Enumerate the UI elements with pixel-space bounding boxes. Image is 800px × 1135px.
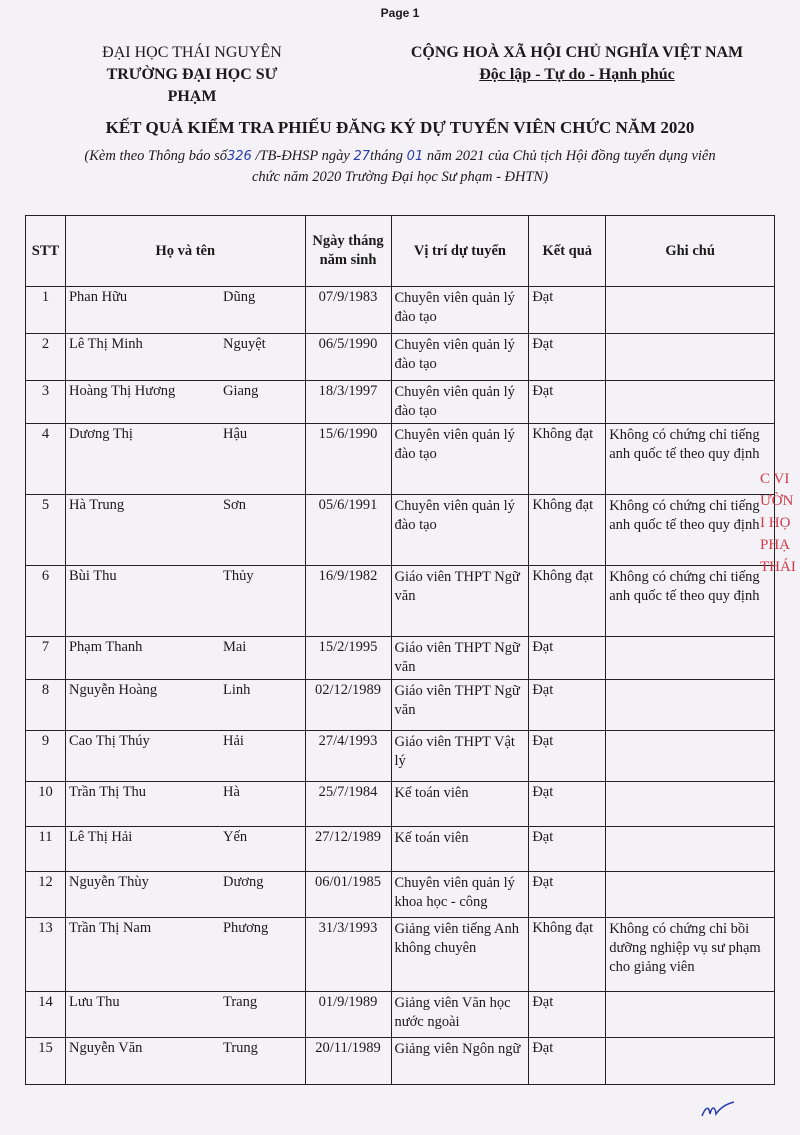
cell-dob: 06/01/1985 (305, 872, 391, 918)
cell-result: Đạt (529, 992, 606, 1038)
table-row (26, 424, 775, 495)
stamp-text: THÁI (760, 559, 796, 575)
cell-result: Không đạt (529, 566, 606, 637)
table-row (26, 334, 775, 381)
cell-surname: Lê Thị Minh (68, 336, 143, 352)
page-label: Page 1 (380, 6, 420, 20)
cell-note (606, 872, 775, 918)
cell-position: Chuyên viên quản lý khoa học - công (391, 872, 529, 918)
cell-dob: 01/9/1989 (305, 992, 391, 1038)
table-row (26, 992, 775, 1038)
table-row (26, 918, 775, 992)
cell-position: Chuyên viên quản lý đào tạo (391, 334, 529, 381)
table-row (26, 782, 775, 827)
cell-name (65, 424, 305, 495)
cell-name (65, 566, 305, 637)
table-row (26, 872, 775, 918)
cell-note (606, 334, 775, 381)
document-subtitle (25, 146, 775, 188)
cell-given-name: Giang (222, 383, 259, 399)
cell-name (65, 918, 305, 992)
cell-note (606, 827, 775, 872)
header-dob: Ngày tháng năm sinh (305, 216, 391, 287)
cell-stt: 12 (26, 872, 66, 918)
header-result: Kết quả (529, 216, 606, 287)
cell-dob: 07/9/1983 (305, 287, 391, 334)
cell-note (606, 287, 775, 334)
cell-name (65, 334, 305, 381)
stamp-text: C VI (760, 471, 790, 487)
cell-surname: Dương Thị (68, 426, 133, 442)
cell-surname: Trần Thị Nam (68, 920, 152, 936)
cell-given-name: Phương (222, 920, 269, 936)
header-note: Ghi chú (606, 216, 775, 287)
cell-note (606, 992, 775, 1038)
table-row (26, 637, 775, 680)
cell-name (65, 731, 305, 782)
cell-stt: 15 (26, 1038, 66, 1085)
cell-given-name: Linh (222, 682, 251, 698)
cell-position: Kế toán viên (391, 827, 529, 872)
cell-position: Chuyên viên quản lý đào tạo (391, 424, 529, 495)
cell-stt: 13 (26, 918, 66, 992)
cell-surname: Nguyễn Thùy (68, 874, 149, 890)
cell-dob: 16/9/1982 (305, 566, 391, 637)
header-stt: STT (26, 216, 66, 287)
results-table (25, 215, 775, 1085)
cell-name (65, 495, 305, 566)
cell-dob: 27/4/1993 (305, 731, 391, 782)
cell-note (606, 782, 775, 827)
subtitle-line2: chức năm 2020 Trường Đại học Sư phạm - ĐHTN) (251, 169, 549, 185)
cell-dob: 15/6/1990 (305, 424, 391, 495)
handwritten-day: 27 (353, 149, 371, 164)
header-left (92, 42, 292, 108)
cell-result: Đạt (529, 334, 606, 381)
cell-note: Không có chứng chỉ bồi dưỡng nghiệp vụ sư phạm cho giảng viên (606, 918, 775, 992)
cell-note (606, 680, 775, 731)
cell-position: Giáo viên THPT Vật lý (391, 731, 529, 782)
cell-note (606, 637, 775, 680)
table-header-row (26, 216, 775, 287)
cell-given-name: Dũng (222, 289, 256, 305)
cell-surname: Bùi Thu (68, 568, 117, 584)
cell-name (65, 287, 305, 334)
stamp-text: PHẠ (760, 537, 791, 553)
cell-surname: Phạm Thanh (68, 639, 143, 655)
cell-given-name: Hậu (222, 426, 248, 442)
cell-name (65, 992, 305, 1038)
cell-name (65, 680, 305, 731)
cell-dob: 31/3/1993 (305, 918, 391, 992)
cell-position: Giảng viên Ngôn ngữ (391, 1038, 529, 1085)
cell-surname: Nguyễn Văn (68, 1040, 143, 1056)
cell-surname: Phan Hữu (68, 289, 128, 305)
cell-result: Đạt (529, 680, 606, 731)
cell-position: Giảng viên tiếng Anh không chuyên (391, 918, 529, 992)
cell-position: Chuyên viên quản lý đào tạo (391, 495, 529, 566)
cell-stt: 2 (26, 334, 66, 381)
cell-stt: 10 (26, 782, 66, 827)
document-title: KẾT QUẢ KIỂM TRA PHIẾU ĐĂNG KÝ DỰ TUYỂN VIÊN CHỨC NĂM 2020 (105, 118, 695, 137)
stamp-text: I HỌ (760, 515, 791, 531)
subtitle-part3: tháng (370, 148, 404, 164)
table-row (26, 680, 775, 731)
cell-position: Giảng viên Văn học nước ngoài (391, 992, 529, 1038)
cell-given-name: Mai (222, 639, 247, 655)
cell-dob: 25/7/1984 (305, 782, 391, 827)
header-right-line2: Độc lập - Tự do - Hạnh phúc (479, 66, 675, 83)
cell-name (65, 782, 305, 827)
cell-note (606, 1038, 775, 1085)
cell-surname: Hoàng Thị Hương (68, 383, 176, 399)
cell-note: Không có chứng chỉ tiếng anh quốc tế theo quy định (606, 424, 775, 495)
cell-position: Giáo viên THPT Ngữ văn (391, 680, 529, 731)
cell-stt: 5 (26, 495, 66, 566)
cell-position: Giáo viên THPT Ngữ văn (391, 566, 529, 637)
header-right (392, 42, 762, 86)
cell-result: Đạt (529, 287, 606, 334)
cell-given-name: Trung (222, 1040, 258, 1056)
cell-surname: Cao Thị Thúy (68, 733, 150, 749)
cell-result: Đạt (529, 637, 606, 680)
cell-given-name: Nguyệt (222, 336, 266, 352)
cell-surname: Lê Thị Hải (68, 829, 133, 845)
cell-stt: 4 (26, 424, 66, 495)
cell-note (606, 381, 775, 424)
table-row (26, 731, 775, 782)
subtitle-part2: /TB-ĐHSP ngày (255, 148, 350, 164)
header-left-line1: ĐẠI HỌC THÁI NGUYÊN (102, 44, 282, 61)
cell-result: Không đạt (529, 918, 606, 992)
cell-dob: 18/3/1997 (305, 381, 391, 424)
cell-name (65, 872, 305, 918)
cell-note (606, 731, 775, 782)
cell-position: Chuyên viên quản lý đào tạo (391, 381, 529, 424)
cell-note: Không có chứng chỉ tiếng anh quốc tế theo quy định (606, 566, 775, 637)
handwritten-number: 326 (227, 149, 252, 164)
cell-result: Đạt (529, 872, 606, 918)
cell-name (65, 637, 305, 680)
cell-given-name: Hà (222, 784, 240, 800)
table-row (26, 1038, 775, 1085)
cell-result: Không đạt (529, 495, 606, 566)
cell-result: Đạt (529, 827, 606, 872)
cell-given-name: Thủy (222, 568, 254, 584)
cell-surname: Trần Thị Thu (68, 784, 147, 800)
cell-result: Không đạt (529, 424, 606, 495)
cell-surname: Lưu Thu (68, 994, 120, 1010)
cell-name (65, 381, 305, 424)
handwritten-month: 01 (406, 149, 424, 164)
cell-given-name: Hải (222, 733, 244, 749)
cell-position: Giáo viên THPT Ngữ văn (391, 637, 529, 680)
signature-mark (700, 1098, 736, 1122)
cell-dob: 06/5/1990 (305, 334, 391, 381)
cell-given-name: Dương (222, 874, 264, 890)
cell-note: Không có chứng chỉ tiếng anh quốc tế theo quy định (606, 495, 775, 566)
table-row (26, 566, 775, 637)
cell-name (65, 1038, 305, 1085)
cell-surname: Hà Trung (68, 497, 125, 513)
cell-stt: 9 (26, 731, 66, 782)
cell-result: Đạt (529, 731, 606, 782)
cell-given-name: Trang (222, 994, 258, 1010)
cell-stt: 3 (26, 381, 66, 424)
cell-result: Đạt (529, 1038, 606, 1085)
table-row (26, 827, 775, 872)
red-stamp (760, 468, 800, 618)
cell-stt: 8 (26, 680, 66, 731)
cell-dob: 20/11/1989 (305, 1038, 391, 1085)
cell-name (65, 827, 305, 872)
cell-dob: 02/12/1989 (305, 680, 391, 731)
cell-position: Kế toán viên (391, 782, 529, 827)
cell-surname: Nguyễn Hoàng (68, 682, 158, 698)
cell-stt: 1 (26, 287, 66, 334)
cell-position: Chuyên viên quản lý đào tạo (391, 287, 529, 334)
table-row (26, 381, 775, 424)
cell-dob: 15/2/1995 (305, 637, 391, 680)
table-row (26, 287, 775, 334)
cell-result: Đạt (529, 381, 606, 424)
cell-stt: 7 (26, 637, 66, 680)
cell-dob: 27/12/1989 (305, 827, 391, 872)
cell-stt: 6 (26, 566, 66, 637)
header-left-line2: TRƯỜNG ĐẠI HỌC SƯ PHẠM (106, 66, 278, 105)
cell-result: Đạt (529, 782, 606, 827)
cell-stt: 11 (26, 827, 66, 872)
cell-given-name: Sơn (222, 497, 246, 513)
table-row (26, 495, 775, 566)
header-position: Vị trí dự tuyển (391, 216, 529, 287)
stamp-text: ƯỜN (760, 493, 794, 509)
subtitle-part4: năm 2021 của Chủ tịch Hội đồng tuyển dụng viên (426, 148, 716, 164)
cell-stt: 14 (26, 992, 66, 1038)
cell-dob: 05/6/1991 (305, 495, 391, 566)
subtitle-part1: (Kèm theo Thông báo số (84, 148, 227, 164)
header-right-line1: CỘNG HOÀ XÃ HỘI CHỦ NGHĨA VIỆT NAM (410, 44, 744, 61)
cell-given-name: Yến (222, 829, 248, 845)
header-name: Họ và tên (65, 216, 305, 287)
